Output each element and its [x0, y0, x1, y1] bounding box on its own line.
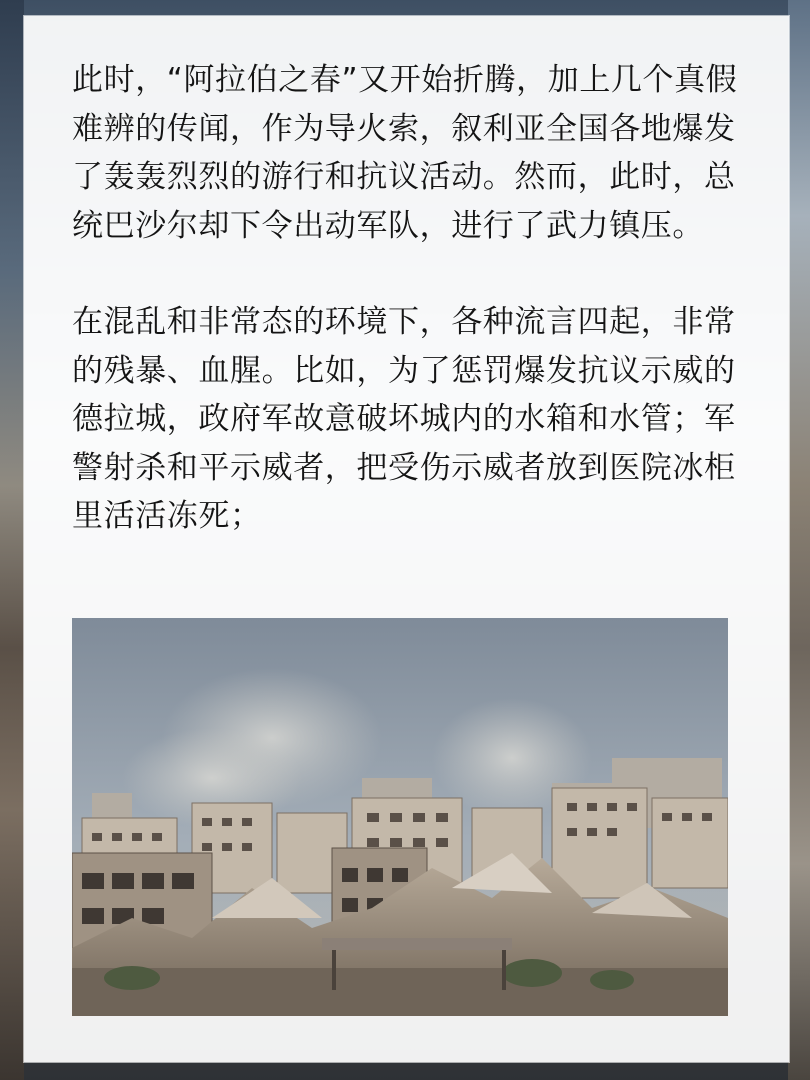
background-left-edge: [0, 0, 24, 1080]
article-paragraph-1: 此时，“阿拉伯之春”又开始折腾，加上几个真假难辨的传闻，作为导火索，叙利亚全国各地爆发了轰轰烈烈的游行和抗议活动。然而，此时，总统巴沙尔却下令出动军队，进行了武力镇压。: [72, 62, 738, 244]
article-text: [72, 56, 744, 541]
ruins-photo: [72, 618, 728, 1016]
background-right-edge: [788, 0, 810, 1080]
ruins-illustration: [72, 618, 728, 1016]
article-paragraph-2: 在混乱和非常态的环境下，各种流言四起，非常的残暴、血腥。比如，为了惩罚爆发抗议示威的德拉城，政府军故意破坏城内的水箱和水管；军警射杀和平示威者，把受伤示威者放到医院冰柜里活活冻死；: [72, 304, 736, 534]
